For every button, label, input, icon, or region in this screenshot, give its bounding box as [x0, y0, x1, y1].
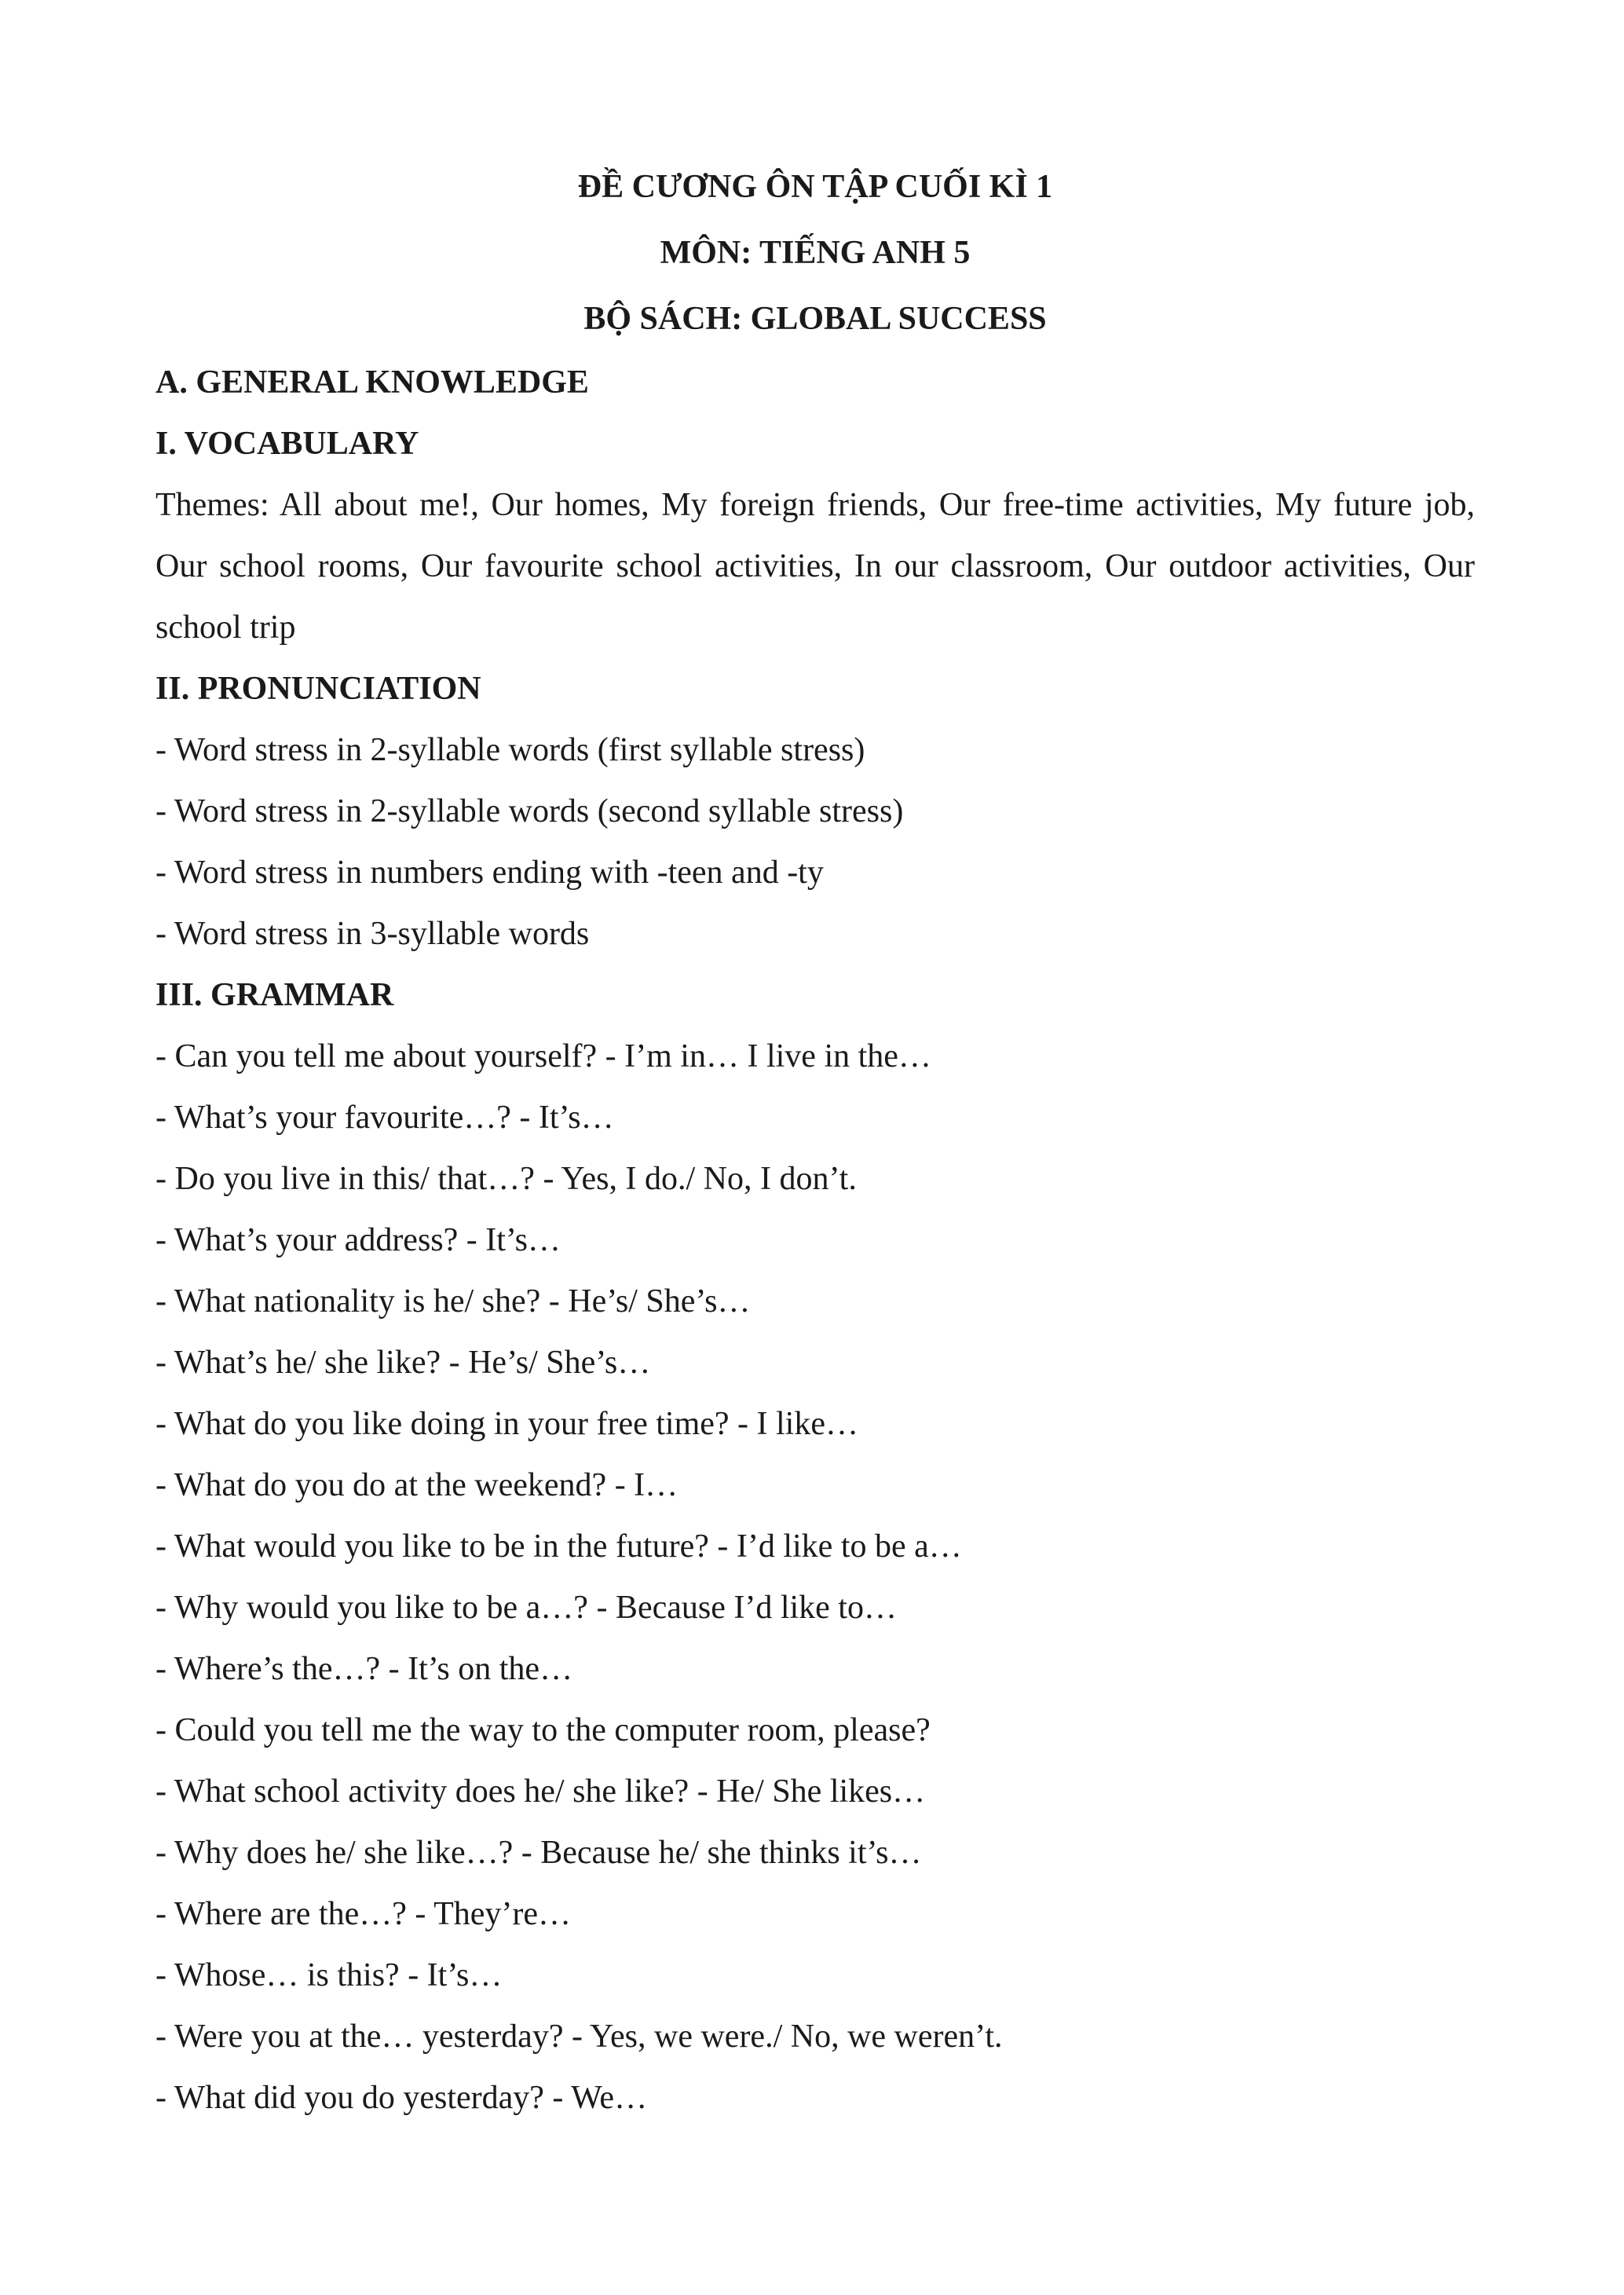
document-title-line-1: ĐỀ CƯƠNG ÔN TẬP CUỐI KÌ 1 [577, 169, 1053, 205]
pronunciation-item: - Word stress in 2-syllable words (second syllable stress) [155, 793, 904, 829]
grammar-item: - Why would you like to be a…? - Because I’d like to… [155, 1590, 897, 1626]
grammar-item: - Were you at the… yesterday? - Yes, we were./ No, we weren’t. [155, 2019, 1003, 2055]
grammar-item: - What do you do at the weekend? - I… [155, 1467, 678, 1503]
grammar-item: - Why does he/ she like…? - Because he/ she thinks it’s… [155, 1835, 922, 1871]
vocabulary-themes: Themes: All about me!, Our homes, My foreign friends, Our free-time activities, My future job, Our school rooms, Our favourite school activities, In our classroom, Our outdoor activities, Our school trip [155, 487, 1475, 646]
grammar-item: - Can you tell me about yourself? - I’m in… I live in the… [155, 1038, 931, 1074]
grammar-item: - What school activity does he/ she like? - He/ She likes… [155, 1773, 926, 1810]
grammar-item: - What’s your address? - It’s… [155, 1222, 561, 1258]
grammar-item: - What would you like to be in the future? - I’d like to be a… [155, 1528, 962, 1565]
grammar-item: - What do you like doing in your free time? - I like… [155, 1406, 858, 1442]
grammar-item: - What nationality is he/ she? - He’s/ She’s… [155, 1283, 751, 1320]
grammar-heading: III. GRAMMAR [155, 977, 394, 1013]
vocabulary-heading: I. VOCABULARY [155, 426, 419, 462]
document-title-line-2: MÔN: TIẾNG ANH 5 [660, 235, 971, 271]
grammar-item: - Where’s the…? - It’s on the… [155, 1651, 573, 1687]
grammar-item: - What’s your favourite…? - It’s… [155, 1100, 614, 1136]
grammar-item: - Could you tell me the way to the computer room, please? [155, 1712, 931, 1748]
pronunciation-item: - Word stress in 3-syllable words [155, 916, 590, 952]
document-title-line-3: BỘ SÁCH: GLOBAL SUCCESS [583, 301, 1047, 337]
pronunciation-item: - Word stress in numbers ending with -teen and -ty [155, 855, 824, 891]
grammar-item: - Where are the…? - They’re… [155, 1896, 571, 1932]
pronunciation-heading: II. PRONUNCIATION [155, 671, 481, 707]
document-page [155, 154, 1475, 2128]
grammar-item: - Whose… is this? - It’s… [155, 1957, 503, 1993]
grammar-item: - What’s he/ she like? - He’s/ She’s… [155, 1345, 651, 1381]
section-a-heading: A. GENERAL KNOWLEDGE [155, 364, 589, 401]
grammar-item: - What did you do yesterday? - We… [155, 2080, 648, 2116]
grammar-item: - Do you live in this/ that…? - Yes, I do./ No, I don’t. [155, 1161, 857, 1197]
pronunciation-item: - Word stress in 2-syllable words (first syllable stress) [155, 732, 865, 768]
